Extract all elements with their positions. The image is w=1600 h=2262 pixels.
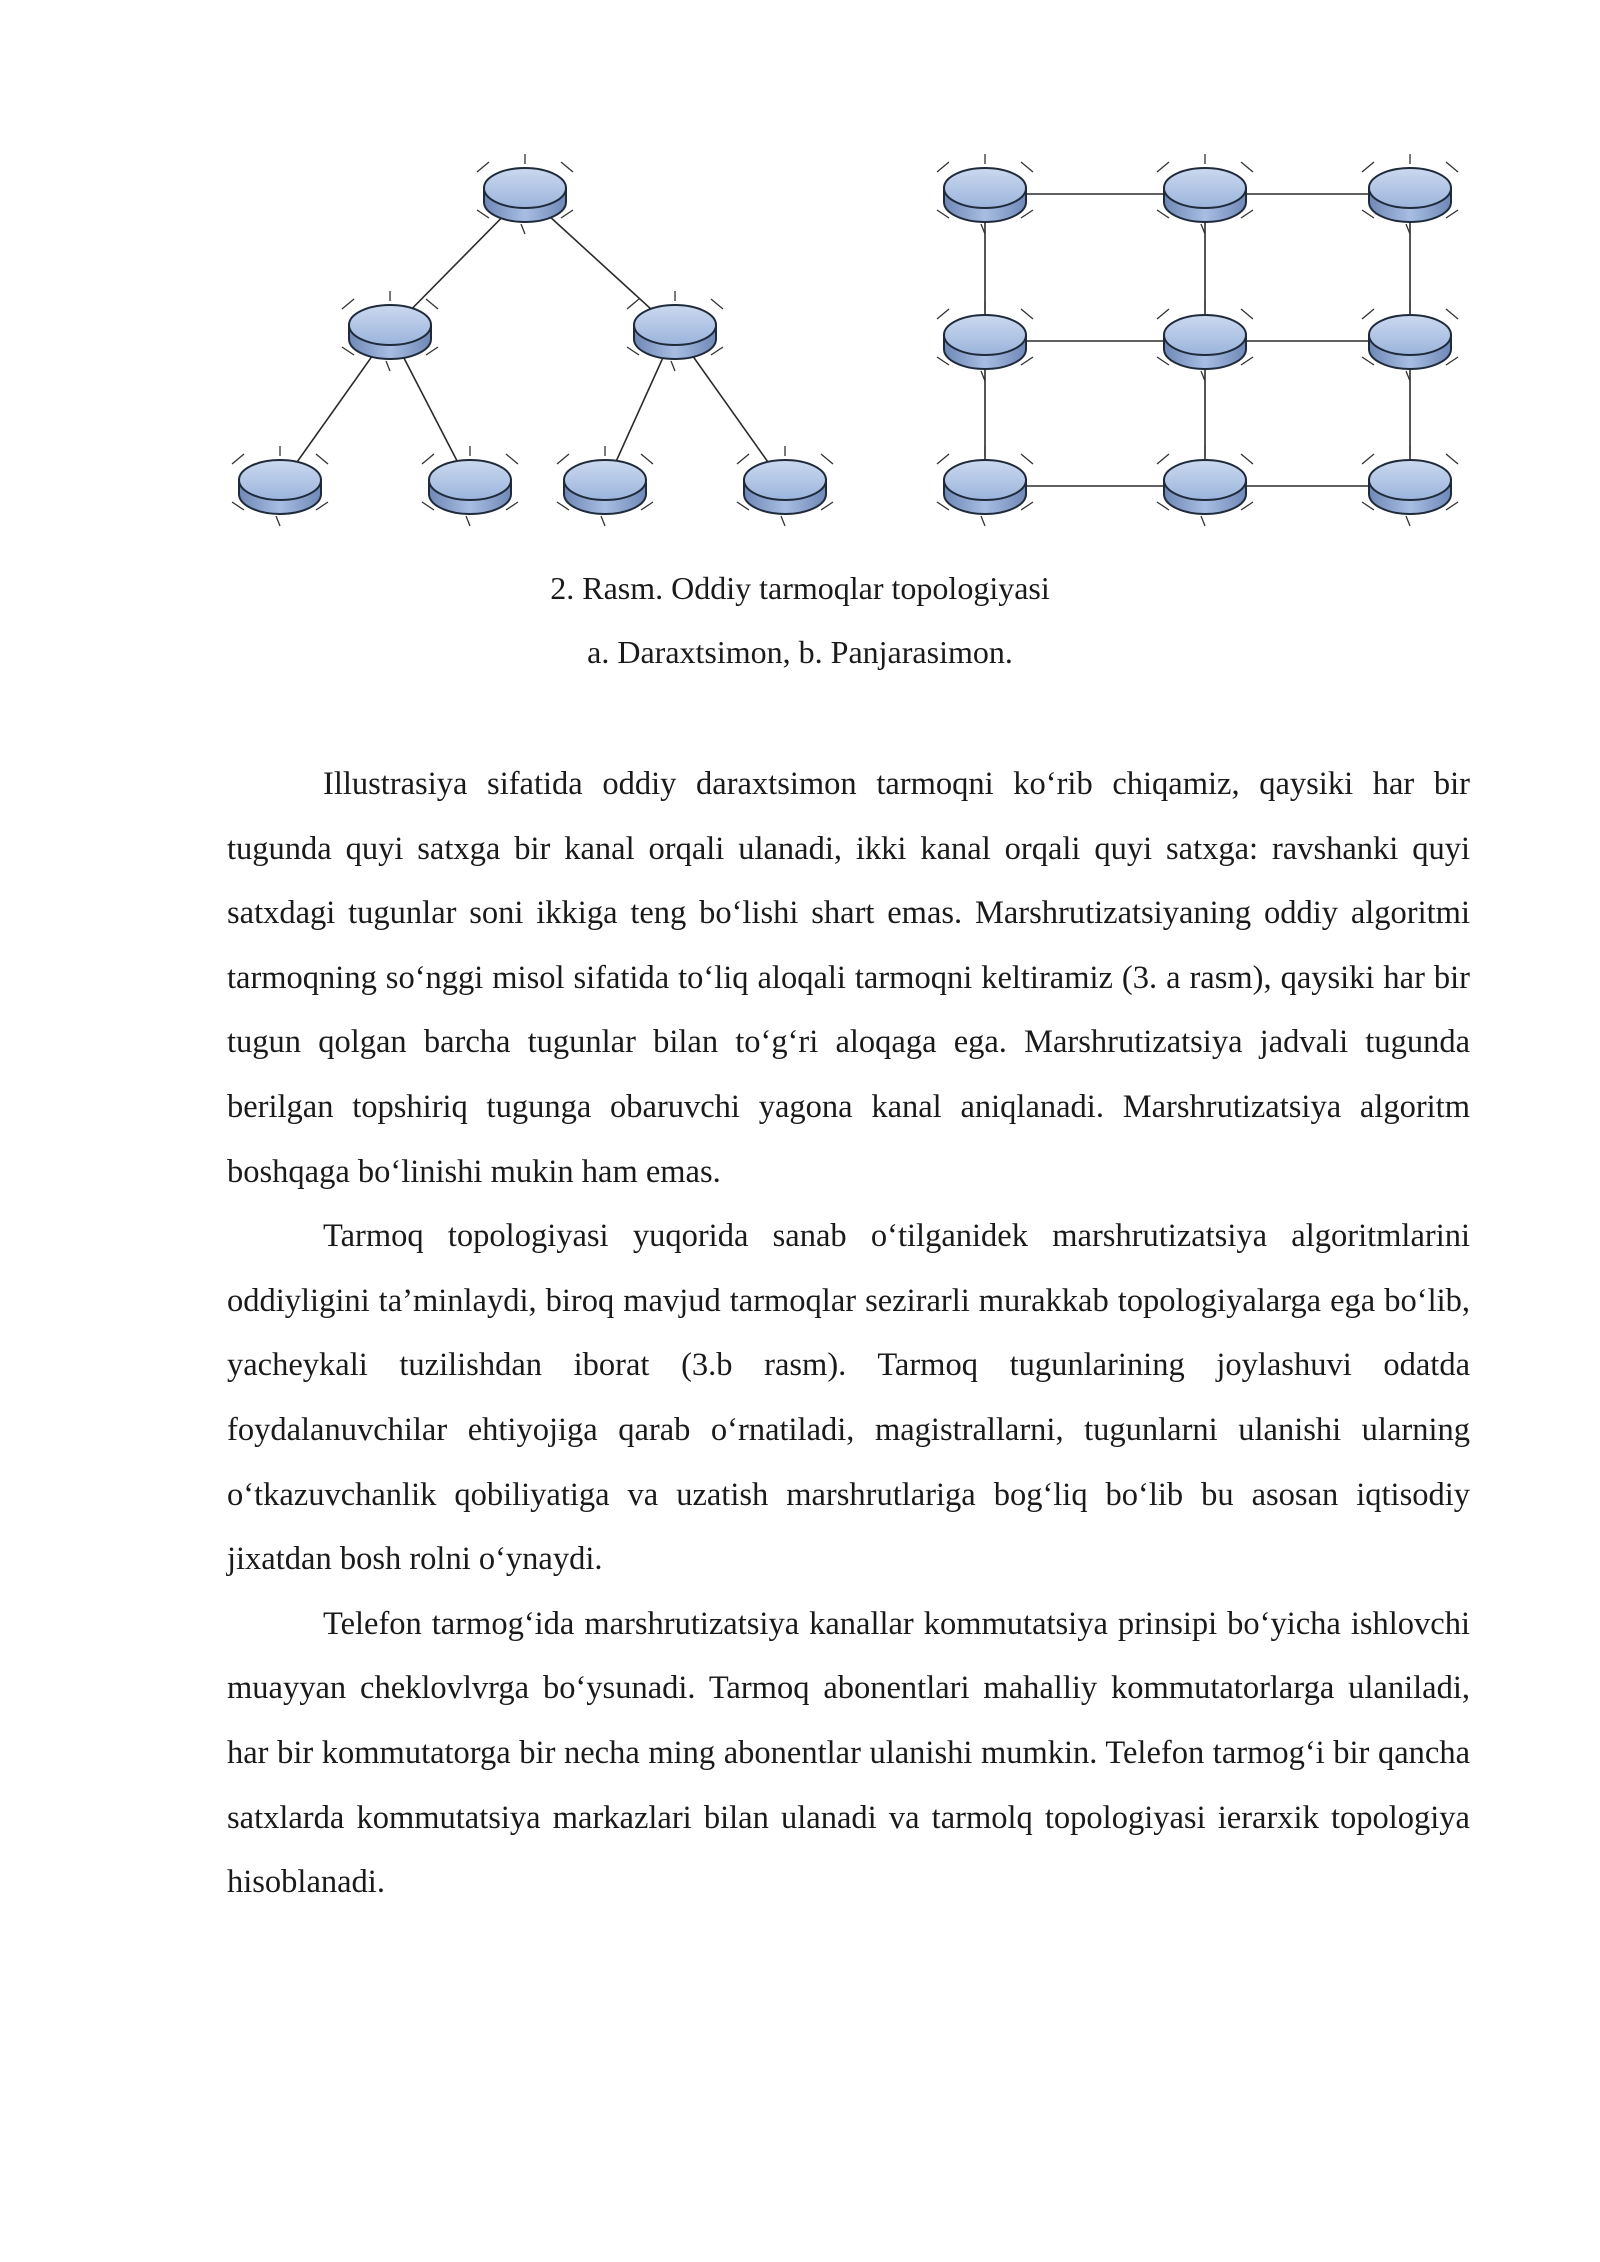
router-node	[937, 154, 1033, 234]
paragraph: Tarmoq topologiyasi yuqorida sanab o‘tilganidek marshrutizatsiya algoritmlarini oddiyligini ta’minlaydi, biroq mavjud tarmoqlar sezirarli murakkab topologiyalarga ega bo‘lib, yacheykali tuzilishdan iborat (3.b rasm). Tarmoq tugunlarining joylashuvi odatda foydalanuvchilar ehtiyojiga qarab o‘rnatiladi, magistrallarni, tugunlarni ulanishi ularning o‘tkazuvchanlik qobiliyatiga va uzatish marshrutlariga bog‘liq bo‘lib bu asosan iqtisodiy jixatdan bosh rolni o‘ynaydi.	[227, 1218, 1470, 1578]
figure-caption-subtitle: a. Daraxtsimon, b. Panjarasimon.	[587, 634, 1013, 670]
router-node	[477, 154, 573, 234]
network-nodes	[232, 154, 1458, 526]
network-topology-figure	[220, 140, 1480, 560]
router-node	[627, 291, 723, 371]
router-node	[422, 446, 518, 526]
topology-diagram	[220, 140, 1480, 560]
router-node	[737, 446, 833, 526]
router-node	[557, 446, 653, 526]
figure-caption-title: 2. Rasm. Oddiy tarmoqlar topologiyasi	[550, 570, 1050, 606]
router-node	[232, 446, 328, 526]
paragraph: Illustrasiya sifatida oddiy daraxtsimon tarmoqni ko‘rib chiqamiz, qaysiki har bir tugunda quyi satxga bir kanal orqali ulanadi, ikki kanal orqali quyi satxga: ravshanki quyi satxdagi tugunlar soni ikkiga teng bo‘lishi shart emas. Marshrutizatsiyaning oddiy algoritmi tarmoqning so‘nggi misol sifatida to‘liq aloqali tarmoqni keltiramiz (3. a rasm), qaysiki har bir tugun qolgan barcha tugunlar bilan to‘g‘ri aloqaga ega. Marshrutizatsiya jadvali tugunda berilgan topshiriq tugunga obaruvchi yagona kanal aniqlanadi. Marshrutizatsiya algoritm boshqaga bo‘linishi mukin ham emas.	[227, 766, 1470, 1190]
paragraph: Telefon tarmog‘ida marshrutizatsiya kanallar kommutatsiya prinsipi bo‘yicha ishlovchi muayyan cheklovlvrga bo‘ysunadi. Tarmoq abonentlari mahalliy kommutatorlarga ulaniladi, har bir kommutatorga bir necha ming abonentlar ulanishi mumkin. Telefon tarmog‘i bir qancha satxlarda kommutatsiya markazlari bilan ulanadi va tarmolq topologiyasi ierarxik topologiya hisoblanadi.	[227, 1605, 1470, 1901]
router-node	[1157, 154, 1253, 234]
router-node	[1362, 154, 1458, 234]
document-body	[227, 752, 1470, 1915]
router-node	[342, 291, 438, 371]
